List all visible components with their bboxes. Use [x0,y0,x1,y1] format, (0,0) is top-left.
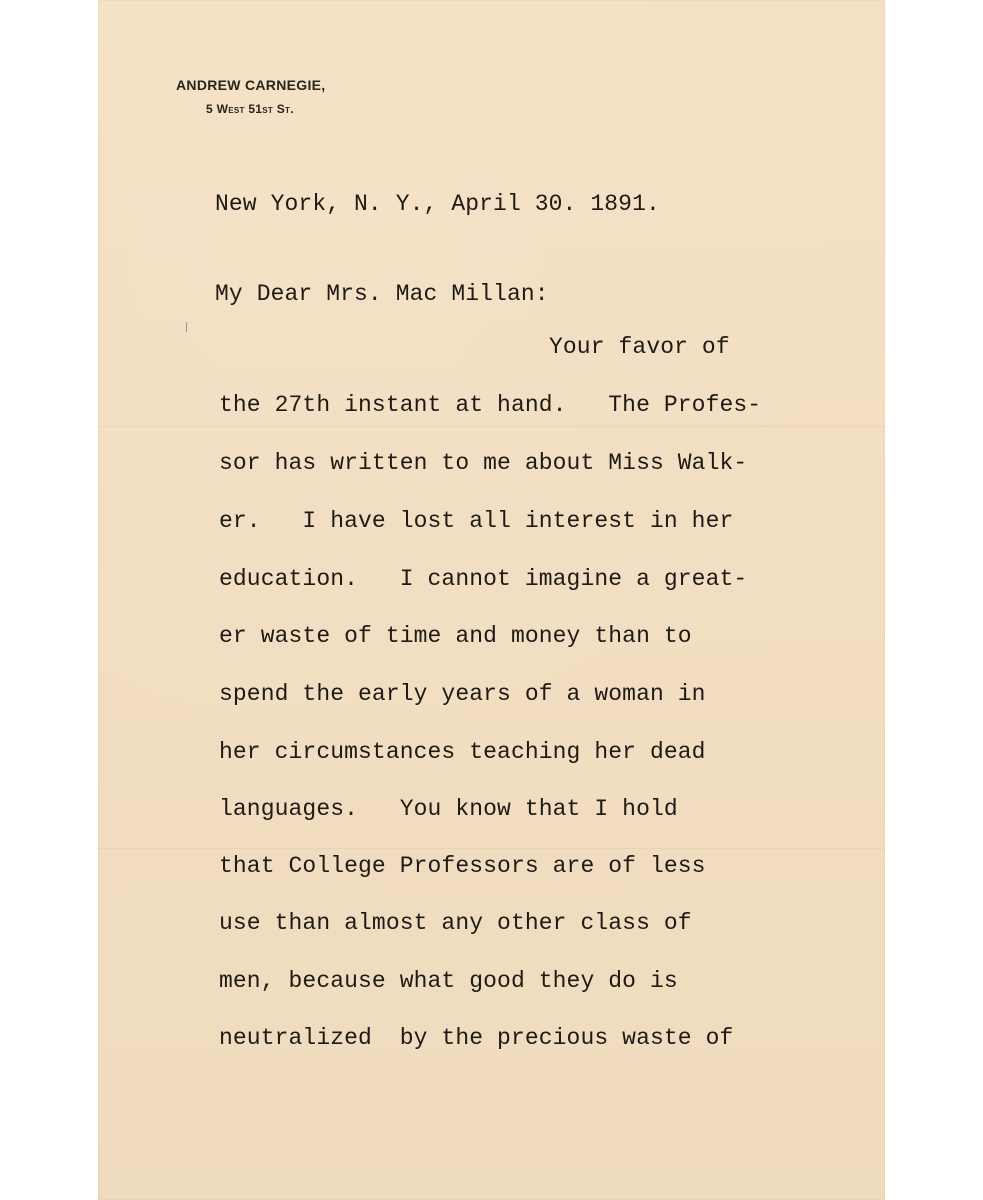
body-line-6: er waste of time and money than to [219,623,692,649]
letter-salutation: My Dear Mrs. Mac Millan: [215,281,549,307]
body-line-7: spend the early years of a woman in [219,681,706,707]
body-line-8: her circumstances teaching her dead [219,739,706,765]
body-line-9: languages. You know that I hold [219,796,678,822]
letterhead [176,76,496,117]
body-line-11: use than almost any other class of [219,910,692,936]
body-line-3: sor has written to me about Miss Walk- [219,450,748,476]
letter-page [98,0,885,1200]
paper-fold-lower [98,848,885,849]
letterhead-name: ANDREW CARNEGIE, [176,77,326,93]
body-line-13: neutralized by the precious waste of [219,1025,734,1051]
letter-date: New York, N. Y., April 30. 1891. [215,191,660,217]
body-line-12: men, because what good they do is [219,968,678,994]
letterhead-address: 5 West 51st St. [206,102,294,116]
paper-mark [186,322,187,332]
body-line-4: er. I have lost all interest in her [219,508,734,534]
paper-fold-upper [98,426,885,427]
body-line-10: that College Professors are of less [219,853,706,879]
body-line-2: the 27th instant at hand. The Profes- [219,392,762,418]
body-line-1: Your favor of [549,334,730,360]
body-line-5: education. I cannot imagine a great- [219,566,748,592]
